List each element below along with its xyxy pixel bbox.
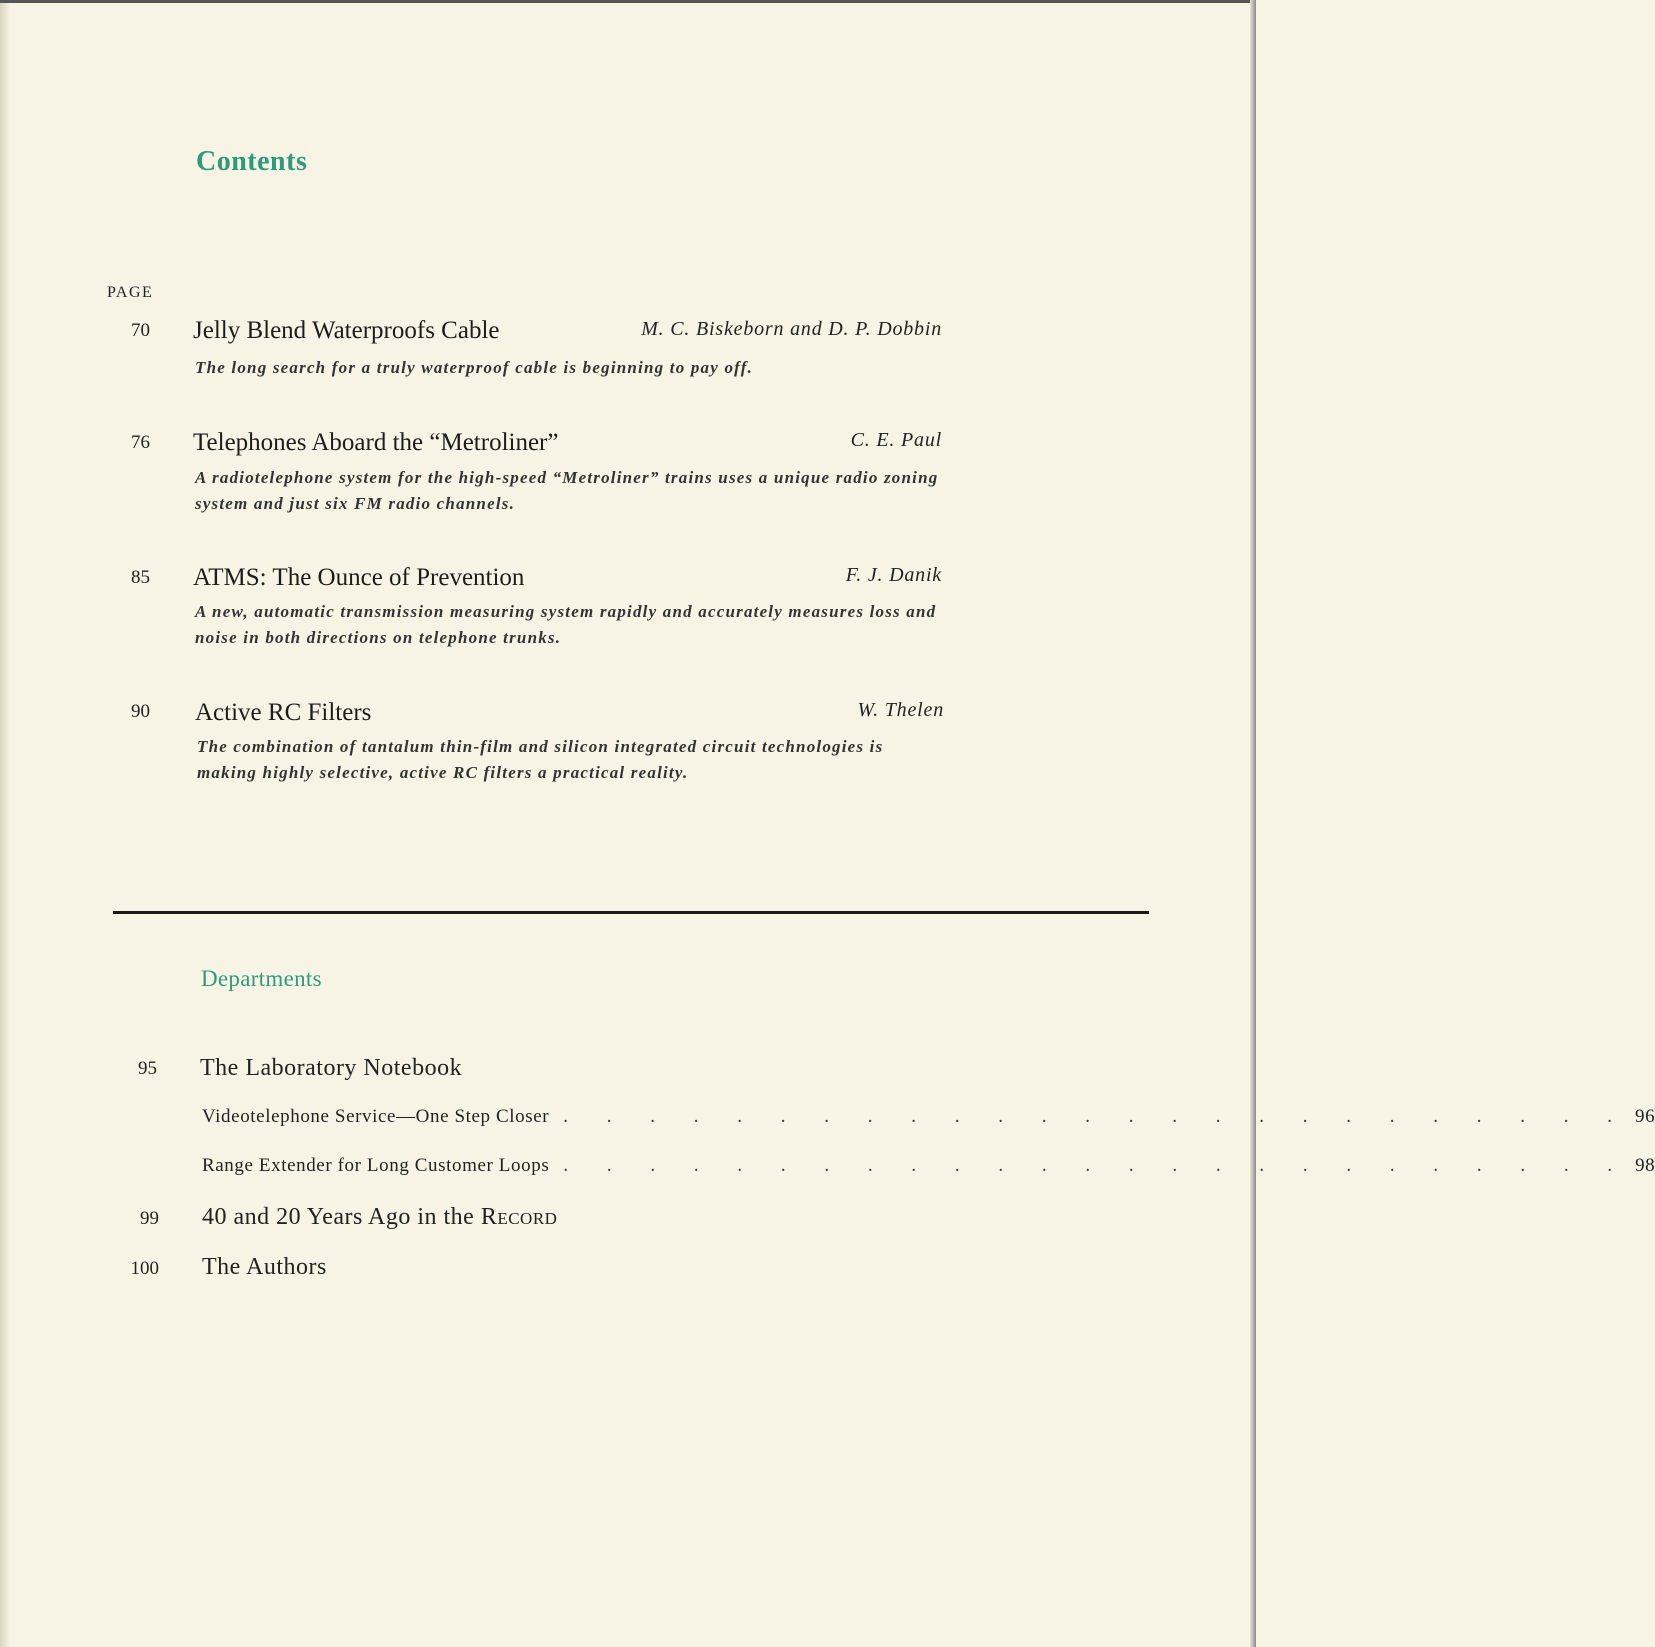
article-page-number: 76	[131, 432, 150, 453]
page-right-edge	[1250, 0, 1256, 1647]
departments-heading: Departments	[201, 966, 322, 991]
department-page-number: 95	[138, 1058, 157, 1079]
article-description: The combination of tantalum thin-film and silicon integrated circuit technologies is making highly selective, active RC filters a practical reality.	[197, 737, 884, 782]
department-title[interactable]	[202, 1204, 557, 1231]
dot-leader: . . . . . . . . . . . . . . . . . . . . . . . . .	[563, 1106, 1629, 1127]
article-author: W. Thelen	[857, 699, 944, 721]
article-description: The long search for a truly waterproof cable is beginning to pay off.	[195, 358, 754, 377]
department-title[interactable]: The Authors	[202, 1254, 327, 1280]
article-author: M. C. Biskeborn and D. P. Dobbin	[641, 318, 942, 340]
subitem-page-number: 98	[1635, 1155, 1655, 1176]
article-title[interactable]: ATMS: The Ounce of Prevention	[193, 564, 525, 591]
article-title[interactable]: Jelly Blend Waterproofs Cable	[193, 317, 500, 344]
subitem-title: Range Extender for Long Customer Loops	[202, 1155, 550, 1176]
department-title-text: 40 and 20 Years Ago in the	[202, 1204, 475, 1230]
article-description: A new, automatic transmission measuring system rapidly and accurately measures loss and noise in both directions on telephone trunks.	[195, 602, 937, 647]
article-page-number: 85	[131, 567, 150, 588]
department-page-number: 99	[140, 1208, 159, 1229]
article-author: F. J. Danik	[845, 564, 942, 586]
subitem-title: Videotelephone Service—One Step Closer	[202, 1106, 550, 1127]
subitem-row[interactable]	[202, 1106, 1655, 1128]
article-page-number: 70	[131, 320, 150, 341]
section-divider	[113, 911, 1149, 914]
dot-leader: . . . . . . . . . . . . . . . . . . . . . . . . .	[563, 1155, 1630, 1176]
article-page-number: 90	[131, 701, 150, 722]
subitem-row[interactable]	[202, 1155, 1655, 1177]
article-title[interactable]: Telephones Aboard the “Metroliner”	[193, 429, 559, 456]
department-title-smallcaps: Record	[480, 1204, 558, 1230]
page-column-label: PAGE	[107, 284, 154, 301]
contents-heading: Contents	[196, 146, 308, 177]
subitem-page-number: 96	[1634, 1106, 1655, 1127]
article-description: A radiotelephone system for the high-speed “Metroliner” trains uses a unique radio zoning system and just six FM radio channels.	[195, 468, 939, 513]
page-binding-edge	[0, 0, 10, 1647]
article-title[interactable]: Active RC Filters	[195, 699, 372, 726]
page-top-edge	[0, 0, 1256, 3]
article-author: C. E. Paul	[850, 429, 942, 451]
department-title[interactable]: The Laboratory Notebook	[200, 1055, 463, 1081]
department-page-number: 100	[130, 1258, 159, 1279]
